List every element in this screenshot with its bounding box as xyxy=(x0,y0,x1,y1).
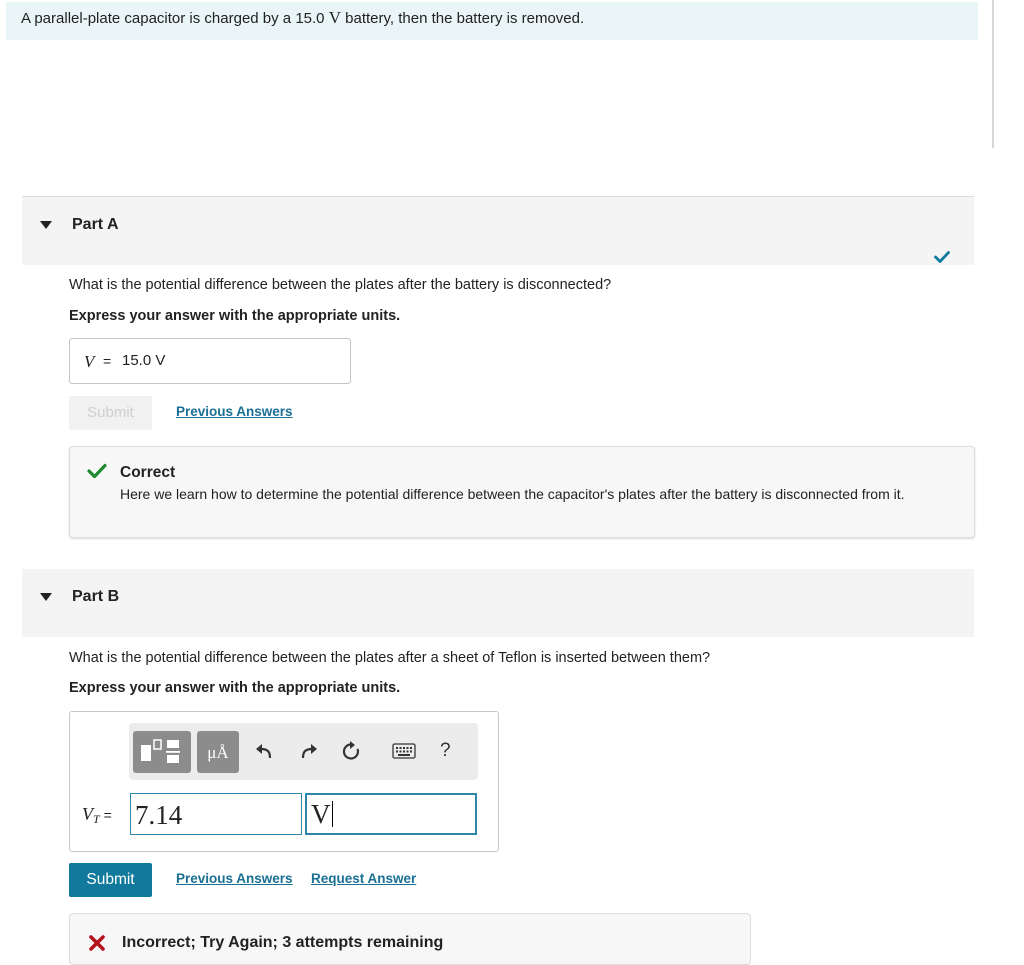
part-a-submit-button[interactable]: Submit xyxy=(69,396,152,430)
math-toolbar xyxy=(129,723,478,780)
part-b-submit-button[interactable]: Submit xyxy=(69,863,152,897)
intro-unit: V xyxy=(328,8,341,27)
problem-intro xyxy=(6,2,978,40)
templates-button[interactable] xyxy=(133,731,191,773)
request-answer-link[interactable]: Request Answer xyxy=(311,871,417,886)
answer-unit-input[interactable] xyxy=(305,793,477,835)
problem-statement xyxy=(21,8,584,28)
correct-check-icon xyxy=(87,463,107,479)
scrollbar-track[interactable] xyxy=(992,0,994,148)
text-cursor xyxy=(332,801,334,827)
answer-variable: V xyxy=(82,804,93,824)
redo-icon[interactable] xyxy=(299,741,319,761)
math-answer-editor xyxy=(69,711,499,852)
part-a-feedback-correct xyxy=(69,446,975,538)
part-a-previous-answers-link[interactable]: Previous Answers xyxy=(176,404,293,419)
part-a-answer-display xyxy=(69,338,351,384)
part-a-question: What is the potential difference between the plates after the battery is disconnected? xyxy=(69,277,612,293)
collapse-triangle-icon[interactable] xyxy=(40,221,52,229)
help-button[interactable]: ? xyxy=(440,740,451,761)
part-b-previous-answers-link[interactable]: Previous Answers xyxy=(176,871,293,886)
answer-value: 15.0 V xyxy=(122,352,166,369)
answer-variable: V xyxy=(84,352,95,371)
units-button[interactable]: μÅ xyxy=(197,731,239,773)
part-b-instruction: Express your answer with the appropriate units. xyxy=(69,680,401,696)
part-b-header[interactable] xyxy=(22,569,974,637)
collapse-triangle-icon[interactable] xyxy=(40,593,52,601)
feedback-body: Here we learn how to determine the potential difference between the capacitor's plates after the battery is disconnected from it. xyxy=(120,486,905,502)
answer-equals: = xyxy=(103,807,112,823)
feedback-title: Incorrect; Try Again; 3 attempts remaining xyxy=(122,934,444,951)
checkmark-icon xyxy=(934,251,950,263)
answer-value-input[interactable]: 7.14 xyxy=(130,793,302,835)
templates-icon xyxy=(133,731,191,773)
part-a-title: Part A xyxy=(72,216,119,233)
reset-icon[interactable] xyxy=(341,741,361,761)
part-b-title: Part B xyxy=(72,588,120,605)
keyboard-icon[interactable] xyxy=(392,743,416,759)
intro-text-after: battery, then the battery is removed. xyxy=(340,10,585,27)
part-b-feedback-incorrect xyxy=(69,913,751,965)
undo-icon[interactable] xyxy=(254,741,274,761)
answer-subscript: T xyxy=(93,812,100,826)
feedback-title: Correct xyxy=(120,464,176,481)
part-a-instruction: Express your answer with the appropriate units. xyxy=(69,308,401,324)
answer-equals: = xyxy=(103,353,112,369)
answer-unit-text: V xyxy=(311,799,331,829)
part-a-header[interactable] xyxy=(22,197,974,265)
answer-variable-label xyxy=(82,804,112,827)
incorrect-x-icon xyxy=(88,934,106,952)
part-b-question: What is the potential difference between the plates after a sheet of Teflon is inserted between them? xyxy=(69,650,711,666)
intro-text-before: A parallel-plate capacitor is charged by a 15.0 xyxy=(21,10,329,27)
